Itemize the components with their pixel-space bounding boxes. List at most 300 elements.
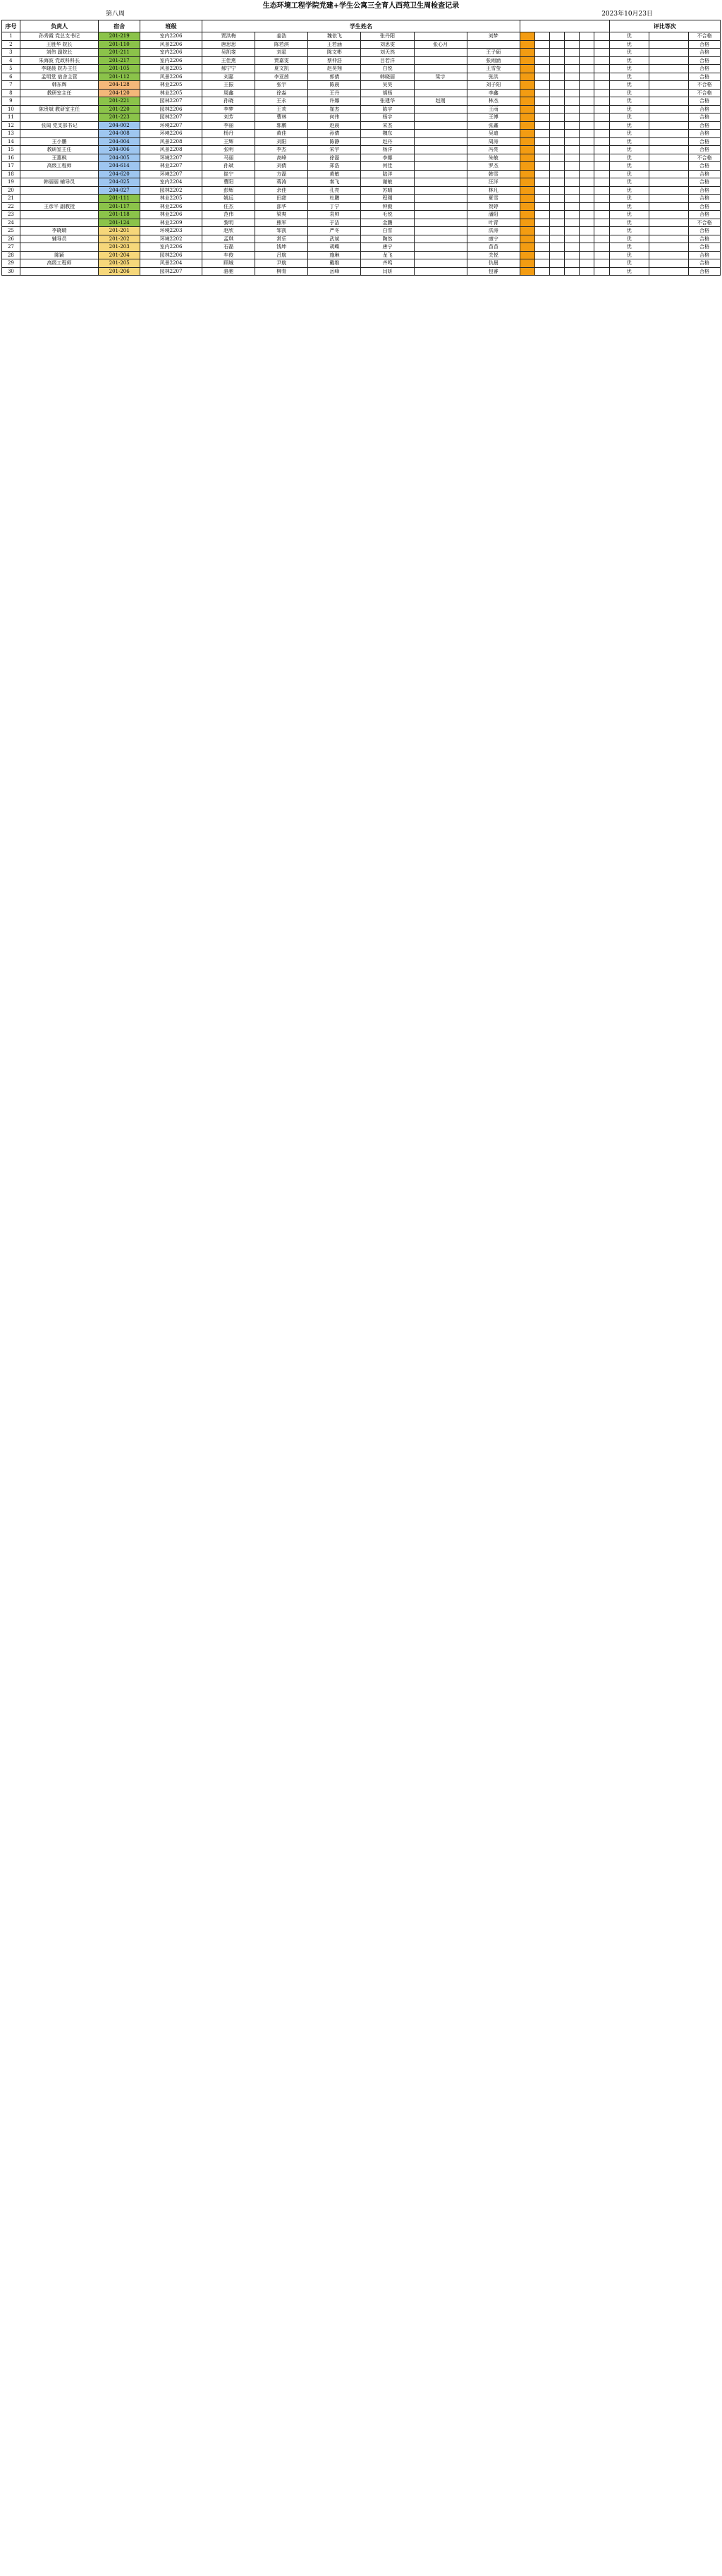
row-student: 李丽 <box>202 121 255 130</box>
row-student: 苗苗 <box>467 243 520 252</box>
row-grade-mark <box>649 267 688 276</box>
table-row <box>2 162 721 171</box>
row-grade-mark <box>649 146 688 154</box>
dorm-inspection-table <box>1 20 721 276</box>
row-grade: 优 <box>609 251 649 259</box>
row-mark <box>520 105 534 114</box>
row-mark <box>594 170 609 178</box>
row-mark <box>594 178 609 187</box>
row-result: 合格 <box>689 65 721 73</box>
row-student <box>414 235 467 243</box>
row-student: 孔亮 <box>308 186 361 195</box>
row-owner: 孟明堂 宿舍主管 <box>20 73 99 81</box>
row-mark <box>534 227 549 235</box>
row-mark <box>565 178 580 187</box>
row-mark <box>594 137 609 146</box>
row-student: 朱敏 <box>467 154 520 162</box>
row-mark <box>594 73 609 81</box>
row-mark <box>580 186 594 195</box>
row-student <box>414 146 467 154</box>
row-student: 刘倩 <box>255 162 308 171</box>
row-student: 范伟 <box>202 211 255 219</box>
row-student <box>414 154 467 162</box>
row-student: 冯亮 <box>467 146 520 154</box>
row-mark <box>534 195 549 203</box>
row-student <box>414 178 467 187</box>
row-student: 李杰 <box>255 146 308 154</box>
row-mark <box>534 178 549 187</box>
row-mark <box>565 81 580 90</box>
row-grade-mark <box>649 178 688 187</box>
row-student: 赵昊翔 <box>308 65 361 73</box>
table-row <box>2 202 721 211</box>
row-index: 6 <box>2 73 20 81</box>
row-index: 16 <box>2 154 20 162</box>
row-index: 27 <box>2 243 20 252</box>
row-student <box>414 202 467 211</box>
row-mark <box>550 89 565 97</box>
row-mark <box>565 146 580 154</box>
row-mark <box>580 146 594 154</box>
row-grade-mark <box>649 89 688 97</box>
row-mark <box>565 73 580 81</box>
row-class: 林业2205 <box>140 195 202 203</box>
row-mark <box>594 105 609 114</box>
row-mark <box>594 251 609 259</box>
row-student <box>414 130 467 138</box>
row-mark <box>580 114 594 122</box>
row-student <box>414 162 467 171</box>
row-result: 合格 <box>689 195 721 203</box>
row-student: 孟琪 <box>202 235 255 243</box>
row-mark <box>550 202 565 211</box>
row-grade-mark <box>649 73 688 81</box>
row-student: 周鑫 <box>202 89 255 97</box>
row-mark <box>594 267 609 276</box>
row-owner <box>20 195 99 203</box>
row-class: 林业2207 <box>140 162 202 171</box>
row-index: 4 <box>2 56 20 65</box>
row-owner <box>20 97 99 106</box>
row-student <box>414 137 467 146</box>
row-result: 合格 <box>689 251 721 259</box>
row-mark <box>550 73 565 81</box>
row-mark <box>534 162 549 171</box>
row-class: 园林2206 <box>140 105 202 114</box>
row-student: 胡杨 <box>361 89 414 97</box>
row-class: 园林2202 <box>140 186 202 195</box>
row-mark <box>520 170 534 178</box>
row-student: 方磊 <box>255 170 308 178</box>
row-dorm: 204-004 <box>99 137 140 146</box>
row-owner <box>20 267 99 276</box>
row-mark <box>565 211 580 219</box>
row-grade: 优 <box>609 32 649 41</box>
row-owner: 高级工程师 <box>20 259 99 268</box>
row-mark <box>580 211 594 219</box>
row-student: 杨洋 <box>361 146 414 154</box>
table-row <box>2 114 721 122</box>
row-student: 王欢 <box>255 105 308 114</box>
row-mark <box>534 114 549 122</box>
row-index: 17 <box>2 162 20 171</box>
row-student: 郭鹏 <box>255 121 308 130</box>
row-student: 王若涵 <box>308 40 361 49</box>
row-owner <box>20 219 99 227</box>
row-class: 园林2207 <box>140 97 202 106</box>
row-mark <box>580 259 594 268</box>
row-mark <box>550 195 565 203</box>
row-grade: 优 <box>609 40 649 49</box>
row-mark <box>550 162 565 171</box>
row-mark <box>520 32 534 41</box>
row-mark <box>580 195 594 203</box>
row-mark <box>580 243 594 252</box>
row-grade: 优 <box>609 162 649 171</box>
row-owner: 韩丽丽 辅导员 <box>20 178 99 187</box>
row-index: 30 <box>2 267 20 276</box>
row-mark <box>520 267 534 276</box>
row-mark <box>594 162 609 171</box>
row-student: 李娜 <box>361 154 414 162</box>
row-student: 邵华 <box>255 202 308 211</box>
row-student: 张洪 <box>467 73 520 81</box>
row-student: 田甜 <box>255 195 308 203</box>
row-mark <box>520 178 534 187</box>
row-mark <box>550 170 565 178</box>
row-dorm: 204-027 <box>99 186 140 195</box>
row-student: 闫妍 <box>361 267 414 276</box>
row-mark <box>520 130 534 138</box>
row-grade: 优 <box>609 202 649 211</box>
row-student: 崔宁 <box>202 170 255 178</box>
row-class: 室内2204 <box>140 178 202 187</box>
row-mark <box>594 235 609 243</box>
row-mark <box>594 219 609 227</box>
row-owner <box>20 130 99 138</box>
row-student: 常乐 <box>255 235 308 243</box>
row-student: 石磊 <box>202 243 255 252</box>
row-student: 金鹏 <box>361 219 414 227</box>
header-row <box>2 20 721 32</box>
row-student: 何伟 <box>308 114 361 122</box>
row-student: 杜鹏 <box>308 195 361 203</box>
row-student: 孙斌 <box>202 162 255 171</box>
row-student <box>414 170 467 178</box>
table-row <box>2 146 721 154</box>
row-grade-mark <box>649 251 688 259</box>
row-mark <box>594 32 609 41</box>
row-dorm: 204-120 <box>99 89 140 97</box>
table-row <box>2 130 721 138</box>
row-mark <box>594 227 609 235</box>
table-row <box>2 235 721 243</box>
row-index: 10 <box>2 105 20 114</box>
row-dorm: 201-201 <box>99 227 140 235</box>
row-mark <box>520 89 534 97</box>
row-dorm: 201-110 <box>99 40 140 49</box>
row-mark <box>520 65 534 73</box>
row-class: 园林2206 <box>140 251 202 259</box>
row-mark <box>520 162 534 171</box>
row-dorm: 201-211 <box>99 49 140 57</box>
row-student <box>414 186 467 195</box>
row-mark <box>565 219 580 227</box>
row-mark <box>565 121 580 130</box>
row-student: 陈宇 <box>361 105 414 114</box>
table-row <box>2 251 721 259</box>
row-mark <box>565 186 580 195</box>
row-mark <box>550 219 565 227</box>
row-index: 21 <box>2 195 20 203</box>
row-owner: 孙秀霞 党总支书记 <box>20 32 99 41</box>
row-index: 20 <box>2 186 20 195</box>
row-dorm: 201-221 <box>99 97 140 106</box>
row-student: 刘星 <box>255 49 308 57</box>
row-student <box>414 267 467 276</box>
row-grade: 优 <box>609 267 649 276</box>
row-mark <box>550 121 565 130</box>
row-result: 合格 <box>689 227 721 235</box>
row-student: 张建华 <box>361 97 414 106</box>
row-student: 赵欣 <box>202 227 255 235</box>
row-student: 王辉 <box>202 137 255 146</box>
row-index: 8 <box>2 89 20 97</box>
row-result: 合格 <box>689 40 721 49</box>
row-mark <box>520 97 534 106</box>
row-grade-mark <box>649 40 688 49</box>
row-dorm: 201-105 <box>99 65 140 73</box>
row-student: 彭辉 <box>202 186 255 195</box>
row-grade: 优 <box>609 97 649 106</box>
row-mark <box>594 259 609 268</box>
table-row <box>2 65 721 73</box>
row-grade: 优 <box>609 65 649 73</box>
row-mark <box>534 186 549 195</box>
row-grade-mark <box>649 186 688 195</box>
row-mark <box>550 146 565 154</box>
row-owner: 王惠枫 <box>20 154 99 162</box>
row-student: 骆驰 <box>202 267 255 276</box>
row-student: 王子硕 <box>467 49 520 57</box>
row-mark <box>594 211 609 219</box>
row-grade-mark <box>649 114 688 122</box>
row-student: 徐磊 <box>308 154 361 162</box>
row-mark <box>565 137 580 146</box>
row-grade-mark <box>649 32 688 41</box>
row-dorm: 204-008 <box>99 130 140 138</box>
row-grade-mark <box>649 259 688 268</box>
row-student <box>414 259 467 268</box>
row-mark <box>550 81 565 90</box>
row-grade: 优 <box>609 170 649 178</box>
row-dorm: 201-204 <box>99 251 140 259</box>
row-mark <box>520 219 534 227</box>
table-row <box>2 32 721 41</box>
row-student: 张鑫 <box>467 121 520 130</box>
row-student: 刘天然 <box>361 49 414 57</box>
row-result: 合格 <box>689 97 721 106</box>
row-mark <box>565 32 580 41</box>
row-mark <box>550 211 565 219</box>
row-result: 合格 <box>689 243 721 252</box>
row-owner: 王小鹏 <box>20 137 99 146</box>
row-student: 罗杰 <box>467 162 520 171</box>
row-class: 风景2208 <box>140 146 202 154</box>
row-grade-mark <box>649 130 688 138</box>
row-mark <box>534 121 549 130</box>
row-result: 不合格 <box>689 81 721 90</box>
row-grade: 优 <box>609 146 649 154</box>
row-student: 许娜 <box>308 97 361 106</box>
row-student: 洪涛 <box>467 227 520 235</box>
row-mark <box>550 130 565 138</box>
row-mark <box>520 114 534 122</box>
row-owner <box>20 114 99 122</box>
row-mark <box>550 243 565 252</box>
row-mark <box>565 154 580 162</box>
row-dorm: 204-614 <box>99 162 140 171</box>
row-owner: 教研室主任 <box>20 146 99 154</box>
row-student: 张丹阳 <box>361 32 414 41</box>
row-dorm: 204-128 <box>99 81 140 90</box>
row-student: 曹林 <box>255 114 308 122</box>
row-index: 29 <box>2 259 20 268</box>
row-owner: 张闻 党支部书记 <box>20 121 99 130</box>
row-student: 施琳 <box>308 251 361 259</box>
week-label: 第八周 <box>106 11 126 18</box>
row-student <box>414 243 467 252</box>
row-mark <box>580 162 594 171</box>
row-class: 林业2209 <box>140 219 202 227</box>
row-owner: 李晓晴 <box>20 227 99 235</box>
table-row <box>2 49 721 57</box>
row-student: 韩晓丽 <box>361 73 414 81</box>
row-mark <box>520 195 534 203</box>
row-student <box>414 114 467 122</box>
row-mark <box>580 170 594 178</box>
row-result: 合格 <box>689 259 721 268</box>
row-class: 风景2208 <box>140 137 202 146</box>
row-grade: 优 <box>609 73 649 81</box>
row-student: 杨宇 <box>361 114 414 122</box>
row-grade: 优 <box>609 130 649 138</box>
row-owner <box>20 243 99 252</box>
row-mark <box>534 137 549 146</box>
row-mark <box>594 154 609 162</box>
row-grade: 优 <box>609 137 649 146</box>
row-student: 张明 <box>202 146 255 154</box>
row-result: 合格 <box>689 235 721 243</box>
row-mark <box>520 121 534 130</box>
row-mark <box>550 40 565 49</box>
row-student: 叶青 <box>467 219 520 227</box>
row-class: 环境2206 <box>140 130 202 138</box>
row-mark <box>520 235 534 243</box>
row-mark <box>580 251 594 259</box>
row-dorm: 204-002 <box>99 121 140 130</box>
row-mark <box>550 49 565 57</box>
row-mark <box>534 211 549 219</box>
row-mark <box>550 178 565 187</box>
row-owner <box>20 211 99 219</box>
row-student: 邹凯 <box>255 227 308 235</box>
row-student: 陶然 <box>361 235 414 243</box>
row-mark <box>580 267 594 276</box>
row-mark <box>520 227 534 235</box>
row-student: 熊军 <box>255 219 308 227</box>
row-student <box>414 65 467 73</box>
row-student: 陈静 <box>308 137 361 146</box>
row-mark <box>580 81 594 90</box>
row-mark <box>534 40 549 49</box>
row-mark <box>580 202 594 211</box>
row-grade-mark <box>649 56 688 65</box>
row-mark <box>565 267 580 276</box>
row-mark <box>580 219 594 227</box>
row-student <box>414 219 467 227</box>
row-class: 环境2207 <box>140 121 202 130</box>
row-grade-mark <box>649 49 688 57</box>
row-mark <box>534 97 549 106</box>
row-student: 刘芳 <box>202 114 255 122</box>
row-grade-mark <box>649 121 688 130</box>
row-mark <box>594 195 609 203</box>
row-student: 梁宇 <box>414 73 467 81</box>
row-student: 余佳 <box>255 186 308 195</box>
row-class: 环境2207 <box>140 154 202 162</box>
row-student: 顾城 <box>202 259 255 268</box>
row-mark <box>550 97 565 106</box>
row-student: 姚远 <box>202 195 255 203</box>
table-row <box>2 56 721 65</box>
row-result: 合格 <box>689 178 721 187</box>
table-row <box>2 219 721 227</box>
row-mark <box>520 251 534 259</box>
row-student <box>467 40 520 49</box>
row-mark <box>565 202 580 211</box>
row-mark <box>520 154 534 162</box>
row-result: 不合格 <box>689 219 721 227</box>
row-student: 陆洋 <box>361 170 414 178</box>
row-student: 王雨 <box>467 105 520 114</box>
row-mark <box>594 121 609 130</box>
row-result: 合格 <box>689 186 721 195</box>
row-student: 程刚 <box>361 195 414 203</box>
row-student: 魏依飞 <box>308 32 361 41</box>
row-mark <box>580 130 594 138</box>
row-student: 李鑫 <box>467 89 520 97</box>
table-row <box>2 73 721 81</box>
row-mark <box>534 56 549 65</box>
row-grade-mark <box>649 219 688 227</box>
table-row <box>2 81 721 90</box>
row-mark <box>580 235 594 243</box>
row-student: 黄敏 <box>308 170 361 178</box>
row-student <box>414 81 467 90</box>
row-grade: 优 <box>609 186 649 195</box>
table-row <box>2 259 721 268</box>
row-student: 王佳燕 <box>202 56 255 65</box>
row-grade: 优 <box>609 49 649 57</box>
row-grade: 优 <box>609 89 649 97</box>
row-result: 合格 <box>689 130 721 138</box>
header-grade: 评比等次 <box>609 20 720 32</box>
row-mark <box>534 130 549 138</box>
row-index: 1 <box>2 32 20 41</box>
row-result: 合格 <box>689 211 721 219</box>
row-owner: 王胜华 院长 <box>20 40 99 49</box>
